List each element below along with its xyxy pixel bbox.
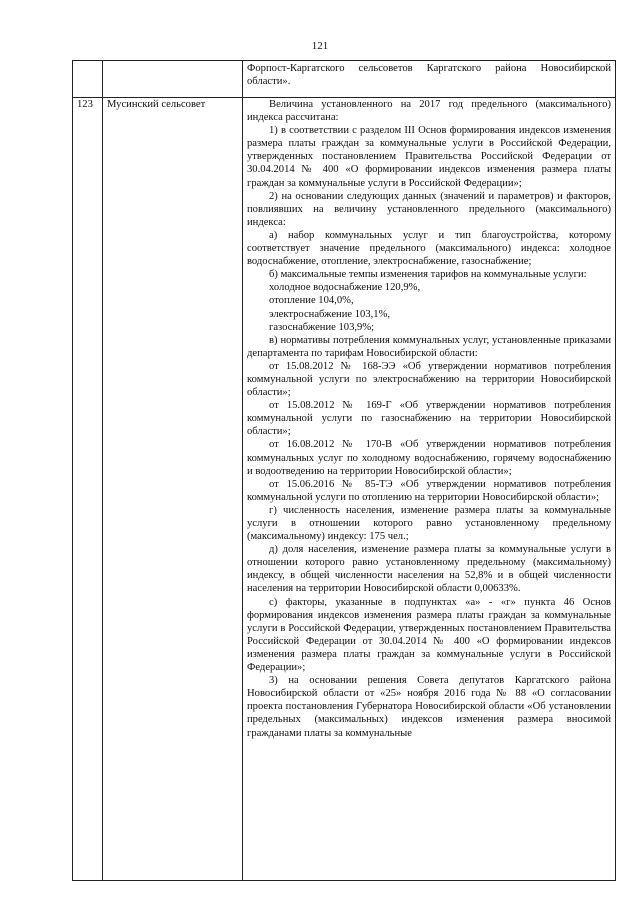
paragraph: 1) в соответствии с разделом III Основ формирования индексов изменения размера платы граждан за коммунальные услуги в Российской Федерации, утвержденных постановлением Правительства Российской Федерации от 30.04.2014 № 400 «О формировании индексов изменения размера платы граждан за коммунальные услуги в Российской Федерации»; [247, 125, 611, 189]
paragraph: 3) на основании решения Совета депутатов Каргатского района Новосибирской области от «25» ноября 2016 года № 88 «О согласовании проекта постановления Губернатора Новосибирской области «Об установлении предельных (максимальных) индексов изменения размера вносимой гражданами платы за коммунальные [247, 675, 611, 739]
row-name-cell [103, 61, 243, 98]
paragraph: а) набор коммунальных услуг и тип благоустройства, которому соответствует значение предельного (максимального) индекса: холодное водоснабжение, отопление, электроснабжение, газоснабжение; [247, 229, 611, 268]
document-table [72, 60, 616, 881]
paragraph: от 15.06.2016 № 85-ТЭ «Об утверждении нормативов потребления коммунальной услуги по отоплению на территории Новосибирской области»; [247, 478, 611, 503]
paragraph: от 15.08.2012 № 169-Г «Об утверждении нормативов потребления коммунальной услуги по газоснабжению на территории Новосибирской области»; [247, 400, 611, 438]
paragraph: д) доля населения, изменение размера платы за коммунальные услуги в отношении которого равно установленному предельному (максимальному) индексу, в общей численности населения на 52,8% и в общей численности населения на территории Новосибирской области 0,00633%. [247, 544, 611, 595]
paragraph: Величина установленного на 2017 год предельного (максимального) индекса рассчитана: [247, 99, 611, 124]
tariff-item: холодное водоснабжение 120,9%, [269, 282, 421, 294]
table-row [73, 61, 616, 98]
paragraph: в) нормативы потребления коммунальных услуг, установленные приказами департамента по тарифам Новосибирской области: [247, 334, 611, 359]
tariff-item: электроснабжение 103,1%, [269, 308, 391, 320]
paragraph: б) максимальные темпы изменения тарифов на коммунальные услуги: [269, 269, 587, 281]
row-name-cell: Мусинский сельсовет [103, 98, 243, 881]
row-body-cell [243, 98, 616, 881]
row-number-cell [73, 61, 103, 98]
paragraph: 2) на основании следующих данных (значений и параметров) и факторов, повлиявших на величину установленного предельного (максимального) индекса: [247, 190, 611, 228]
paragraph: Форпост-Каргатского сельсоветов Каргатского района Новосибирской области». [247, 63, 611, 88]
tariff-item: отопление 104,0%, [269, 295, 354, 307]
paragraph: с) факторы, указанные в подпунктах «а» - «г» пункта 46 Основ формирования индексов изменения размера платы граждан за коммунальные услуги в Российской Федерации, утвержденных постановлением Правительства Российской Федерации от 30.04.2014 № 400 «О формировании индексов изменения размера платы граждан за коммунальные услуги в Российской Федерации»; [247, 596, 611, 674]
paragraph: от 16.08.2012 № 170-В «Об утверждении нормативов потребления коммунальных услуг по холодному водоснабжению, горячему водоснабжению и водоотведению на территории Новосибирской области»; [247, 439, 611, 477]
paragraph: г) численность населения, изменение размера платы за коммунальные услуги в отношении которого равно установленному предельному (максимальному) индексу: 175 чел.; [247, 504, 611, 543]
row-number-cell: 123 [73, 98, 103, 881]
table-row [73, 98, 616, 881]
tariff-item: газоснабжение 103,9%; [269, 321, 375, 333]
page-number: 121 [311, 40, 329, 52]
paragraph: от 15.08.2012 № 168-ЭЭ «Об утверждении нормативов потребления коммунальной услуги по электроснабжению на территории Новосибирской области»; [247, 360, 611, 399]
row-body-cell [243, 61, 616, 98]
